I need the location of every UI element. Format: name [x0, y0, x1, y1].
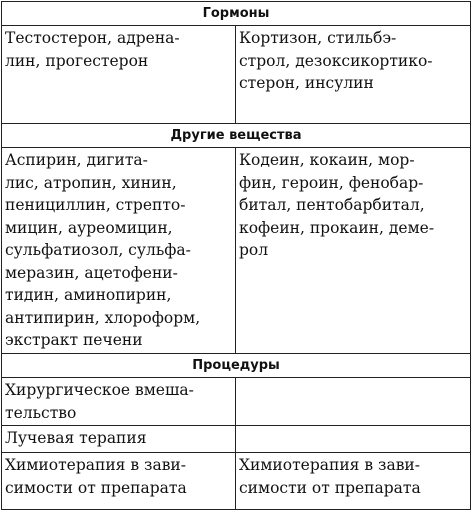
table-cell-left: Хирургическое вмеша- тельство — [2, 378, 236, 426]
section-header-row — [2, 124, 471, 148]
table-cell-right: Кодеин, кокаин, мор- фин, героин, фенобар- битал, пентобарбитал, кофеин, прокаин, деме- рол — [236, 148, 471, 354]
table-cell-left: Аспирин, дигита- лис, атропин, хинин, пенициллин, стрепто- мицин, ауреомицин, сульфатиозол, сульфа- меразин, ацетофени- тидин, аминопирин, антипирин, хлороформ, экстракт печени — [2, 148, 236, 354]
table-cell-right: Химиотерапия в зави- симости от препарата — [236, 453, 471, 510]
table-cell-right — [236, 378, 471, 426]
section-heading-other-substances: Другие вещества — [2, 124, 471, 148]
section-header-row — [2, 2, 471, 26]
table-row — [2, 26, 471, 124]
table-row — [2, 148, 471, 354]
table-cell-left: Химиотерапия в зави- симости от препарата — [2, 453, 236, 510]
table-cell-left: Тестостерон, адрена- лин, прогестерон — [2, 26, 236, 124]
table-row — [2, 426, 471, 453]
table-row — [2, 453, 471, 510]
section-header-row — [2, 354, 471, 378]
drug-classification-table — [1, 1, 471, 510]
table-cell-left: Лучевая терапия — [2, 426, 236, 453]
table-row — [2, 378, 471, 426]
table-cell-right — [236, 426, 471, 453]
table-cell-right: Кортизон, стильбэ- строл, дезоксикортико- стерон, инсулин — [236, 26, 471, 124]
section-heading-procedures: Процедуры — [2, 354, 471, 378]
section-heading-hormones: Гормоны — [2, 2, 471, 26]
